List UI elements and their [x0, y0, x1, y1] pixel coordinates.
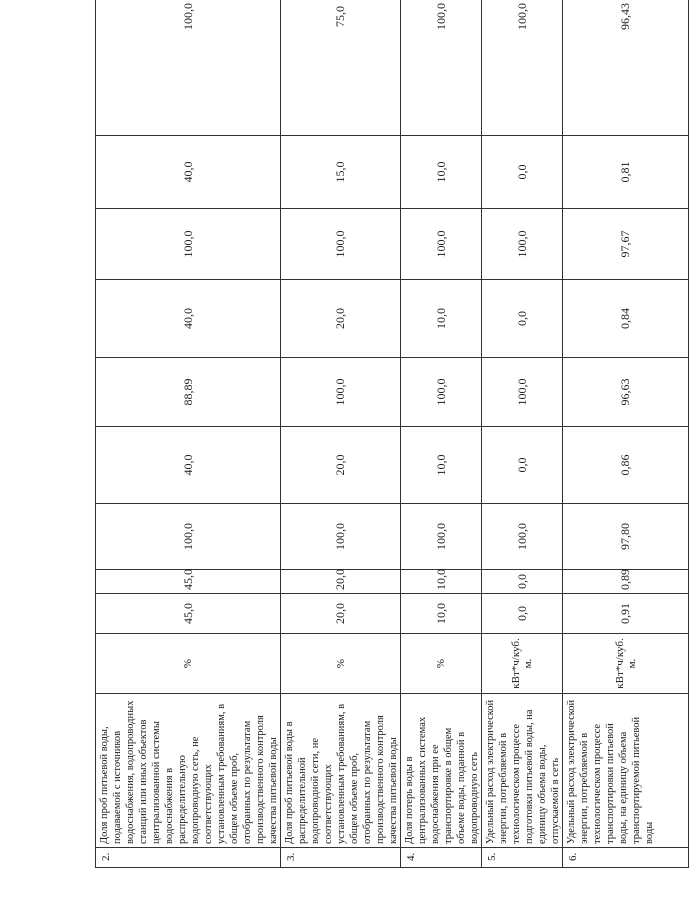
value-cell: 10,0	[401, 427, 482, 504]
value-cell: 20,0	[281, 594, 401, 634]
value-cell: 97,80	[563, 504, 689, 570]
value-cell: 0,0	[482, 570, 563, 594]
unit-cell: кВт*ч/куб. м.	[482, 634, 563, 694]
value-cell: 45,0	[96, 594, 281, 634]
value-cell: 20,0	[281, 570, 401, 594]
value-cell: 0,86	[563, 427, 689, 504]
value-cell: 20,0	[281, 427, 401, 504]
value-cell: 100,0	[281, 358, 401, 427]
value-cell: 0,84	[563, 280, 689, 358]
value-cell: 100,0	[401, 0, 482, 136]
value-cell: 100,0	[482, 504, 563, 570]
value-cell: 100,0	[401, 358, 482, 427]
value-cell: 40,0	[96, 427, 281, 504]
value-cell: 97,67	[563, 209, 689, 280]
value-cell: 0,89	[563, 570, 689, 594]
table-row	[401, 0, 482, 868]
table-row	[482, 0, 563, 868]
value-cell: 100,0	[281, 504, 401, 570]
value-cell: 100,0	[401, 209, 482, 280]
indicator-description: Доля проб питьевой воды, подаваемой с источников водоснабжения, водопроводных станций или иных объектов централизованной системы водоснабжения в распределительную водопроводную сеть, не соответствующих установленным требованиям, в общем объеме проб, отобранных по результатам производственного контроля качества питьевой воды	[96, 694, 281, 848]
value-cell: 45,0	[96, 570, 281, 594]
value-cell: 100,0	[482, 0, 563, 136]
value-cell: 0,91	[563, 594, 689, 634]
row-number: 2.	[96, 848, 281, 868]
value-cell: 100,0	[482, 209, 563, 280]
value-cell: 0,0	[482, 136, 563, 209]
value-cell: 10,0	[401, 594, 482, 634]
value-cell: 40,0	[96, 280, 281, 358]
value-cell: 0,0	[482, 427, 563, 504]
value-cell: 100,0	[281, 209, 401, 280]
indicator-description: Удельный расход электрической энергии, потребляемой в технологическом процессе подготовки питьевой воды, на единицу объема воды, отпускаемой в сеть	[482, 694, 563, 848]
value-cell: 100,0	[482, 358, 563, 427]
unit-cell: %	[401, 634, 482, 694]
value-cell: 100,0	[96, 504, 281, 570]
value-cell: 40,0	[96, 136, 281, 209]
row-number: 4.	[401, 848, 482, 868]
value-cell: 100,0	[401, 504, 482, 570]
table-row	[281, 0, 401, 868]
value-cell: 96,43	[563, 0, 689, 136]
table-row	[96, 0, 281, 868]
value-cell: 0,0	[482, 594, 563, 634]
unit-cell: %	[96, 634, 281, 694]
value-cell: 100,0	[96, 0, 281, 136]
value-cell: 15,0	[281, 136, 401, 209]
unit-cell: %	[281, 634, 401, 694]
row-number: 6.	[563, 848, 689, 868]
value-cell: 96,63	[563, 358, 689, 427]
rotated-table-wrapper	[95, 0, 655, 868]
indicator-description: Доля проб питьевой воды в распределительной водопроводной сети, не соответствующих установленным требованиям, в общем объеме проб, отобранных по результатам производственного контроля качества питьевой воды	[281, 694, 401, 848]
indicator-description: Доля потерь воды в централизованных системах водоснабжения при ее транспортировке в общем объеме воды, поданной в водопроводную сеть	[401, 694, 482, 848]
value-cell: 75,0	[281, 0, 401, 136]
value-cell: 0,0	[482, 280, 563, 358]
value-cell: 0,81	[563, 136, 689, 209]
value-cell: 20,0	[281, 280, 401, 358]
indicators-table	[95, 0, 689, 868]
unit-cell: кВт*ч/куб. м.	[563, 634, 689, 694]
value-cell: 88,89	[96, 358, 281, 427]
row-number: 5.	[482, 848, 563, 868]
value-cell: 100,0	[96, 209, 281, 280]
indicator-description: Удельный расход электрической энергии, потребляемой в технологическом процессе транспортировки питьевой воды, на единицу объема транспортируемой питьевой воды	[563, 694, 689, 848]
value-cell: 10,0	[401, 570, 482, 594]
value-cell: 10,0	[401, 136, 482, 209]
value-cell: 10,0	[401, 280, 482, 358]
table-row	[563, 0, 689, 868]
row-number: 3.	[281, 848, 401, 868]
